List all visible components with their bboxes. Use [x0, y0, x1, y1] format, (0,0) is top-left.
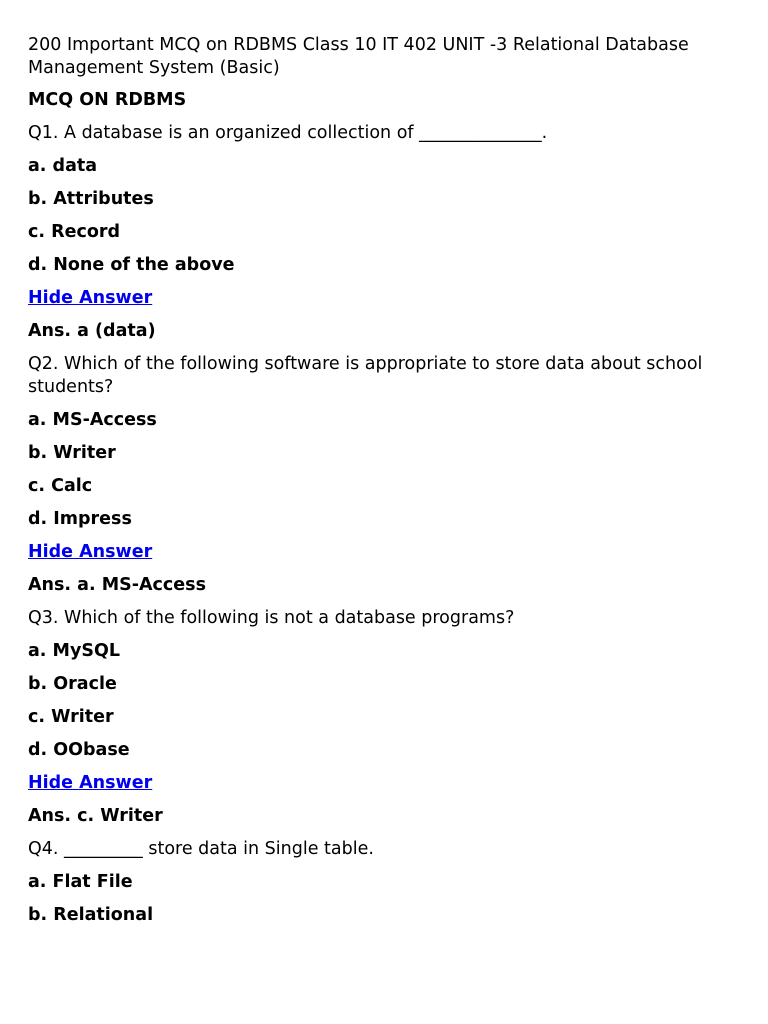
option-d: d. OObase [28, 740, 130, 760]
option-b: b. Attributes [28, 189, 154, 209]
question-text: Q1. A database is an organized collection of ______________. [28, 123, 548, 143]
option-b: b. Oracle [28, 674, 117, 694]
answer-text: Ans. a. MS-Access [28, 575, 206, 595]
question-block-1 [28, 122, 740, 343]
option-a: a. Flat File [28, 872, 133, 892]
question-text: Q4. _________ store data in Single table. [28, 839, 374, 859]
option-b: b. Relational [28, 905, 154, 925]
option-a: a. MS-Access [28, 410, 157, 430]
option-d: d. None of the above [28, 255, 235, 275]
answer-text: Ans. c. Writer [28, 806, 163, 826]
option-a: a. MySQL [28, 641, 121, 661]
section-heading: MCQ ON RDBMS [28, 90, 187, 110]
question-block-4 [28, 838, 740, 927]
hide-answer-link[interactable]: Hide Answer [28, 773, 153, 793]
question-block-2 [28, 353, 740, 597]
question-block-3 [28, 607, 740, 828]
option-c: c. Calc [28, 476, 93, 496]
question-text: Q3. Which of the following is not a database programs? [28, 608, 515, 628]
option-c: c. Writer [28, 707, 114, 727]
option-c: c. Record [28, 222, 121, 242]
option-b: b. Writer [28, 443, 116, 463]
hide-answer-link[interactable]: Hide Answer [28, 288, 153, 308]
option-a: a. data [28, 156, 98, 176]
hide-answer-link[interactable]: Hide Answer [28, 542, 153, 562]
answer-text: Ans. a (data) [28, 321, 156, 341]
question-text: Q2. Which of the following software is appropriate to store data about school students? [28, 354, 703, 397]
option-d: d. Impress [28, 509, 132, 529]
document-title: 200 Important MCQ on RDBMS Class 10 IT 402 UNIT -3 Relational Database Management System (Basic) [28, 35, 689, 78]
